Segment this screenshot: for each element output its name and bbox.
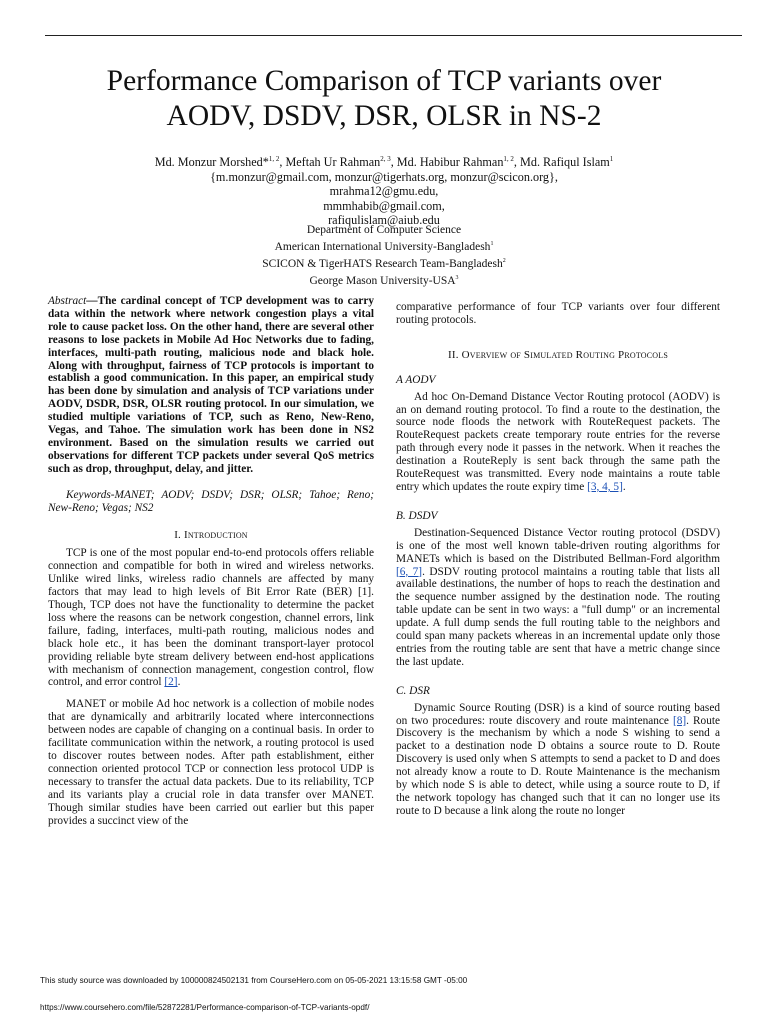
- keywords: Keywords-MANET; AODV; DSDV; DSR; OLSR; Tahoe; Reno; New-Reno; Vegas; NS2: [48, 488, 374, 514]
- title-line-1: Performance Comparison of TCP variants over: [106, 65, 662, 97]
- source-url[interactable]: https://www.coursehero.com/file/52872281/Performance-comparison-of-TCP-variants-opdf/: [40, 1003, 370, 1012]
- author-email: {m.monzur@gmail.com, monzur@tigerhats.org, monzur@scicon.org},: [210, 169, 558, 184]
- intro-p1-end: .: [177, 676, 181, 689]
- top-rule: [45, 35, 742, 36]
- dsdv-paragraph: [396, 527, 720, 669]
- intro-p1-text: TCP is one of the most popular end-to-end protocols offers reliable connection and compatible for both in wired and wireless networks. Unlike wired links, wireless radio channels are affected by many factors that may lead to high levels of Bit Error Rate (BER) [1]. Though, TCP does not have the functionality to determine the packet loss where the reasons can be network congestion, channel errors, link failure, fading, interfaces, multi-path routing, malicious nodes and black hole etc., it has been the dominant transport-layer protocol providing reliable byte stream delivery between end-host applications with mechanism of connection management, congestion control, flow control, and error control: [48, 547, 374, 689]
- author-sup: 1, 2: [268, 155, 280, 163]
- aodv-text: Ad hoc On-Demand Distance Vector Routing protocol (AODV) is an on demand routing protocol. To find a route to the destination, the source node floods the network with RouteRequest packets. The RouteRequest packets create temporary route entries for the reverse path through every node it passes in the network. When it reaches the destination a RouteReply is sent back through the same path the RouteRequest was transmitted. Every node maintains a route table entry which updates the route expiry time: [396, 390, 720, 493]
- affiliation-sup: 1: [490, 241, 494, 247]
- dsr-text-cont: . Route Discovery is the mechanism by which a node S wishing to send a packet to a destination node D obtains a source route to D. Route Discovery is used only when S attempts to send a packet to D and does not already know a route to D. Route Maintenance is the mechanism by which node S is able to detect, while using a source route to D, if the network topology has changed such that it can no longer use its route to D because a link along the route no longer: [396, 714, 721, 817]
- author-email: mmmhabib@gmail.com,: [323, 198, 445, 213]
- citation-link[interactable]: [6, 7]: [396, 565, 423, 578]
- dsdv-text-cont: . DSDV routing protocol maintains a routing table that lists all available destinations, the number of hops to reach the destination and the sequence number assigned by the destination node. The routing table update can be sent in two ways: a "full dump" or an incremental update. A full dump sends the full routing table to the neighbors and could span many packets whereas in an incremental update only those entries from the routing table are sent that have a metric change since the last update.: [396, 565, 720, 668]
- affiliation: [40, 271, 728, 288]
- affiliation-block: [40, 223, 728, 287]
- author-name: Meftah Ur Rahman: [285, 155, 381, 170]
- department: Department of Computer Science: [306, 224, 462, 236]
- subsection-heading-aodv: A AODV: [396, 373, 436, 386]
- dsr-paragraph: [396, 702, 720, 818]
- citation-link[interactable]: [3, 4, 5]: [587, 480, 623, 493]
- citation-link[interactable]: [2]: [164, 676, 178, 689]
- affiliation: [40, 237, 728, 254]
- citation-link[interactable]: [8]: [672, 714, 687, 727]
- author-block: [40, 152, 728, 228]
- author-email: mrahma12@gmu.edu,: [329, 184, 439, 199]
- download-notice: This study source was downloaded by 100000824502131 from CourseHero.com on 05-05-2021 13:15:58 GMT -05:00: [40, 976, 468, 985]
- continued-paragraph: comparative performance of four TCP variants over four different routing protocols.: [396, 301, 720, 326]
- intro-paragraph-1: [48, 547, 374, 689]
- author-name: Md. Monzur Morshed*: [154, 155, 269, 170]
- author-sup: 1, 2: [503, 155, 514, 163]
- section-heading-introduction: I. Introduction: [174, 528, 248, 541]
- section-heading-overview: II. Overview of Simulated Routing Protocols: [447, 348, 669, 361]
- dsdv-text: Destination-Sequenced Distance Vector routing protocol (DSDV) is one of the most well known table-driven routing algorithms for MANETs which is based on the Distributed Bellman-Ford algorithm: [396, 526, 720, 565]
- title-line-2: AODV, DSDV, DSR, OLSR in NS-2: [166, 100, 602, 132]
- author-email: rafiqulislam@aiub.edu: [328, 213, 440, 228]
- author-sup: 1: [609, 155, 614, 163]
- affiliation-name: George Mason University-USA: [309, 274, 456, 287]
- abstract-text: —The cardinal concept of TCP development was to carry data within the network where network congestion plays a vital role to cause packet loss. On the other hand, there are several other reasons to lose packets in Mobile Ad Hoc Networks due to fading, interfaces, multi-path routing, malicious node and black hole. Along with throughput, fairness of TCP protocols is important to establish a good communication. In this paper, an empirical study has been done by simulation and analysis of TCP variations under AODV, DSDR, DSR, OLSR routing protocol. In our simulation, we studied multiple variations of TCP, such as Reno, New-Reno, Vegas, and Tahoe. The simulation work has been done in NS2 environment. Based on the simulation results we carried out observations for different TCP packets under several QoS metrics such as drop, throughput, delay, and jitter.: [48, 295, 374, 475]
- author-name: Md. Rafiqul Islam: [520, 155, 610, 170]
- intro-paragraph-2: MANET or mobile Ad hoc network is a collection of mobile nodes that are dynamically and arbitrarily located where interconnections between nodes are capable of changing on a continual basis. In order to facilitate communication within the network, a routing protocol is used to discover routes between nodes. After path establishment, either connection oriented protocol TCP or connection less protocol UDP is necessary to transfer the actual data packets. Due to its reliability, TCP and its variants play a crucial role in data transfer over MANET. Though similar studies have been carried out earlier but this paper provides a succinct view of the: [48, 698, 374, 827]
- abstract-label: Abstract: [48, 295, 87, 307]
- affiliation-sup: 2: [502, 257, 506, 264]
- author-names: Md. Monzur Morshed*$^{1, 2}$, Meftah Ur Rahman$^{2, 3}$, Md. Habibur Rahman$^{1, 2}$, Md. Rafiqul Islam$^1$: [154, 155, 614, 170]
- right-column: [396, 301, 720, 818]
- abstract: [48, 295, 374, 476]
- subsection-heading-dsr: C. DSR: [396, 684, 430, 697]
- paper-title: [20, 64, 748, 134]
- aodv-paragraph: [396, 391, 720, 494]
- dsr-text: Dynamic Source Routing (DSR) is a kind of source routing based on two procedures: route discovery and route maintenance: [396, 701, 720, 727]
- subsection-heading-dsdv: B. DSDV: [396, 509, 438, 522]
- affiliation: [40, 254, 728, 271]
- left-column: [48, 295, 374, 827]
- author-name: Md. Habibur Rahman: [396, 155, 504, 170]
- affiliation-sup: 3: [455, 274, 459, 281]
- author-sup: 2, 3: [380, 155, 391, 163]
- affiliation-name: SCICON & TigerHATS Research Team-Bangladesh: [262, 257, 503, 270]
- aodv-end: .: [622, 480, 626, 493]
- affiliation-name: American International University-Bangladesh: [274, 240, 491, 253]
